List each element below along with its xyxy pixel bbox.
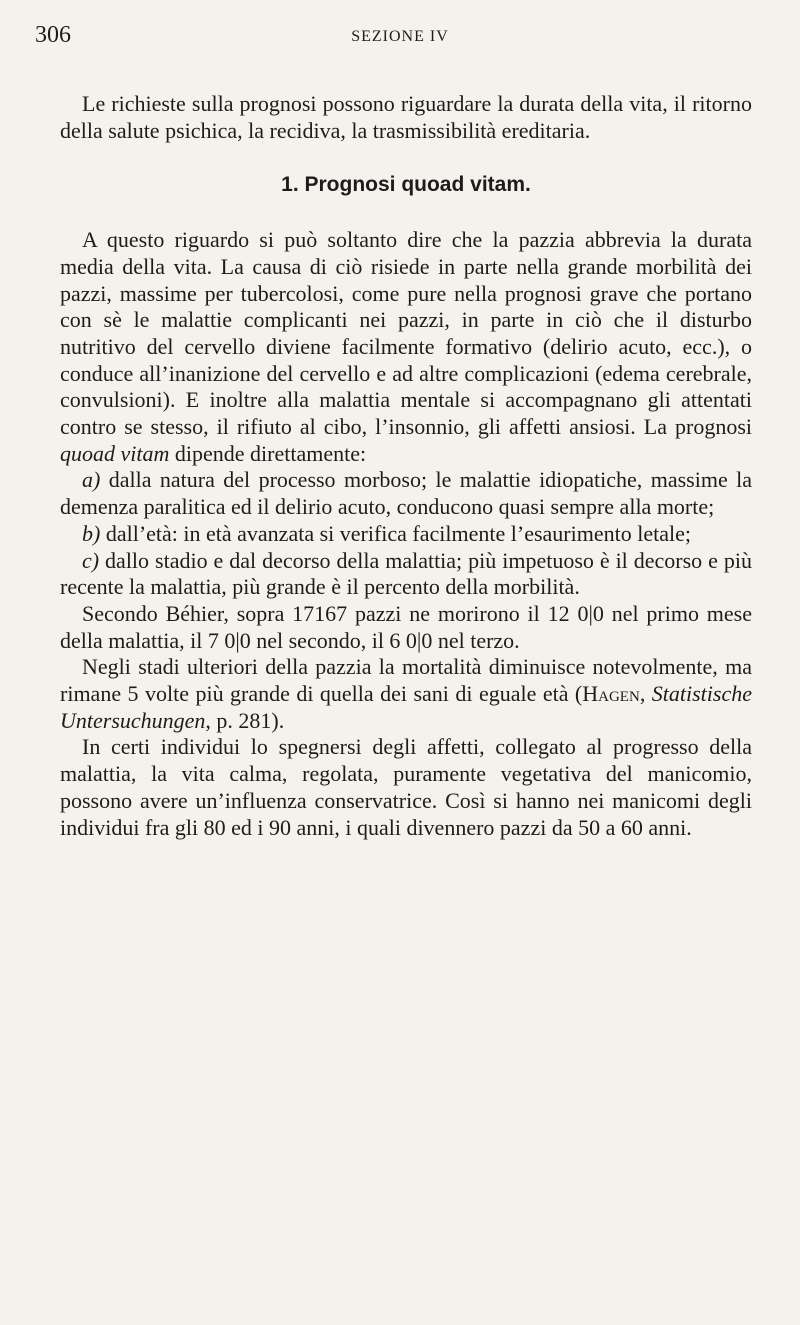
running-head: SEZIONE IV bbox=[351, 28, 449, 45]
list-item-a-text: dalla natura del processo morboso; le malattie idiopatiche, massime la demenza paralitica ed il delirio acuto, conducono quasi sempre alla morte; bbox=[60, 467, 752, 520]
list-item-c-text: dallo stadio e dal decorso della malattia; più impetuoso è il decorso e più recente la malattia, più grande è il percento della morbilità. bbox=[60, 547, 752, 600]
citation-page: , p. 281). bbox=[205, 707, 285, 733]
list-item-c bbox=[60, 548, 752, 601]
final-paragraph: In certi individui lo spegnersi degli affetti, collegato al progresso della malattia, la vita calma, regolata, puramente vegetativa del manicomio, possono avere un’influenza conservatrice. Così si hanno nei manicomi degli individui fra gli 80 ed i 90 anni, i quali divennero pazzi da 50 a 60 anni. bbox=[60, 734, 752, 840]
behier-paragraph: Secondo Béhier, sopra 17167 pazzi ne morirono il 12 0|0 nel primo mese della malattia, il 7 0|0 nel secondo, il 6 0|0 nel terzo. bbox=[60, 600, 752, 653]
citation-title: Statistische Untersuchungen bbox=[60, 681, 752, 733]
section-title: 1. Prognosi quoad vitam. bbox=[281, 173, 531, 197]
prognosis-italic-term: quoad vitam bbox=[60, 440, 170, 466]
prognosis-paragraph bbox=[60, 227, 752, 467]
citation-separator: , bbox=[639, 681, 652, 707]
list-item-b-label: b) bbox=[82, 520, 101, 546]
prognosis-text-end: dipende direttamente: bbox=[169, 440, 367, 466]
citation-author: Hagen bbox=[582, 681, 640, 707]
prognosis-text-start: A questo riguardo si può soltanto dire che la pazzia abbrevia la durata media della vita. La causa di ciò risiede in parte nella grande morbilità dei pazzi, massime per tubercolosi, come pure nella prognosi grave che portano con sè le malattie complicanti nei pazzi, in parte in ciò che il disturbo nutritivo del cervello diviene facilmente formativo (delirio acuto, ecc.), o conduce all’inanizione del cervello e ad altre complicazioni (edema cerebrale, convulsioni). E inoltre alla malattia mentale si accompagnano gli attentati contro se stesso, il rifiuto al cibo, l’insonnio, gli affetti ansiosi. La prognosi bbox=[60, 227, 752, 440]
list-item-b bbox=[60, 521, 752, 548]
list-item-b-text: dall’età: in età avanzata si verifica facilmente l’esaurimento letale; bbox=[100, 520, 691, 546]
later-stages-paragraph bbox=[60, 654, 752, 734]
list-item-a-label: a) bbox=[82, 467, 101, 493]
intro-paragraph: Le richieste sulla prognosi possono riguardare la durata della vita, il ritorno della salute psichica, la recidiva, la trasmissibilità ereditaria. bbox=[60, 91, 752, 143]
page-number: 306 bbox=[35, 22, 71, 48]
body-text bbox=[60, 91, 752, 841]
later-stages-text: Negli stadi ulteriori della pazzia la mortalità diminuisce notevolmente, ma rimane 5 volte più grande di quella dei sani di eguale età ( bbox=[60, 654, 752, 707]
list-item-c-label: c) bbox=[82, 547, 100, 573]
list-item-a bbox=[60, 467, 752, 520]
